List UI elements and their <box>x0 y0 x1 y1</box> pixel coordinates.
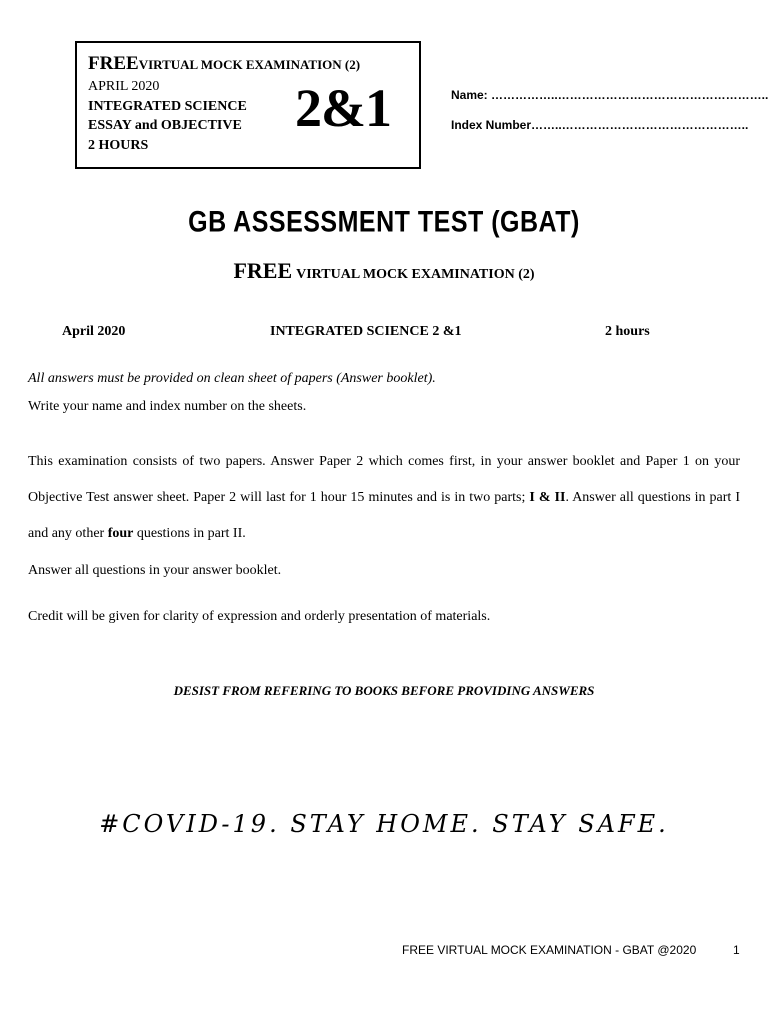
exam-date: April 2020 <box>62 324 126 339</box>
instruction-answer-all: Answer all questions in your answer booklet. <box>28 563 282 578</box>
page-title: GB ASSESSMENT TEST (GBAT) <box>188 205 580 239</box>
instruction-papers-four: four <box>107 526 134 541</box>
instruction-papers-text-c: questions in part II. <box>133 526 246 541</box>
instruction-write-name: Write your name and index number on the sheets. <box>28 399 307 414</box>
exam-header-box <box>75 41 421 169</box>
name-field: Name: ……………..…………………………………………….. <box>451 88 768 102</box>
header-box-month: APRIL 2020 <box>88 79 160 94</box>
exam-subject: INTEGRATED SCIENCE 2 &1 <box>270 324 462 339</box>
page-subtitle <box>0 258 768 284</box>
header-box-type: ESSAY and OBJECTIVE <box>88 118 242 133</box>
header-box-title <box>88 53 360 75</box>
subtitle-rest: VIRTUAL MOCK EXAMINATION (2) <box>296 267 535 282</box>
instruction-papers-text-b: . Answer all questions in part I and any other <box>28 490 741 541</box>
instruction-papers-text-a: This examination consists of two papers. Answer Paper 2 which comes first, in your answer booklet and Paper 1 on your Objective Test answer sheet. Paper 2 will last for 1 hour 15 minutes and is in two parts; <box>28 454 740 505</box>
instruction-credit: Credit will be given for clarity of expression and orderly presentation of materials. <box>28 609 491 624</box>
header-box-duration: 2 HOURS <box>88 138 149 153</box>
instruction-papers <box>28 444 740 552</box>
instruction-papers-parts: I & II <box>529 490 566 505</box>
covid-slogan: #COVID-19. STAY HOME. STAY SAFE. <box>99 810 669 838</box>
header-box-free: FREE <box>88 53 139 74</box>
footer-text: FREE VIRTUAL MOCK EXAMINATION - GBAT @2020 <box>402 943 697 957</box>
index-number-field: Index Number……..……………………………………….. <box>451 118 749 132</box>
subtitle-free: FREE <box>233 258 293 283</box>
page-number: 1 <box>733 943 740 957</box>
warning-text: DESIST FROM REFERING TO BOOKS BEFORE PROVIDING ANSWERS <box>173 683 595 698</box>
paper-code: 2&1 <box>295 78 391 138</box>
header-box-title-rest: VIRTUAL MOCK EXAMINATION (2) <box>138 57 361 72</box>
instruction-answers: All answers must be provided on clean sheet of papers (Answer booklet). <box>28 371 436 386</box>
exam-duration: 2 hours <box>605 324 650 339</box>
header-box-subject: INTEGRATED SCIENCE <box>88 99 247 114</box>
